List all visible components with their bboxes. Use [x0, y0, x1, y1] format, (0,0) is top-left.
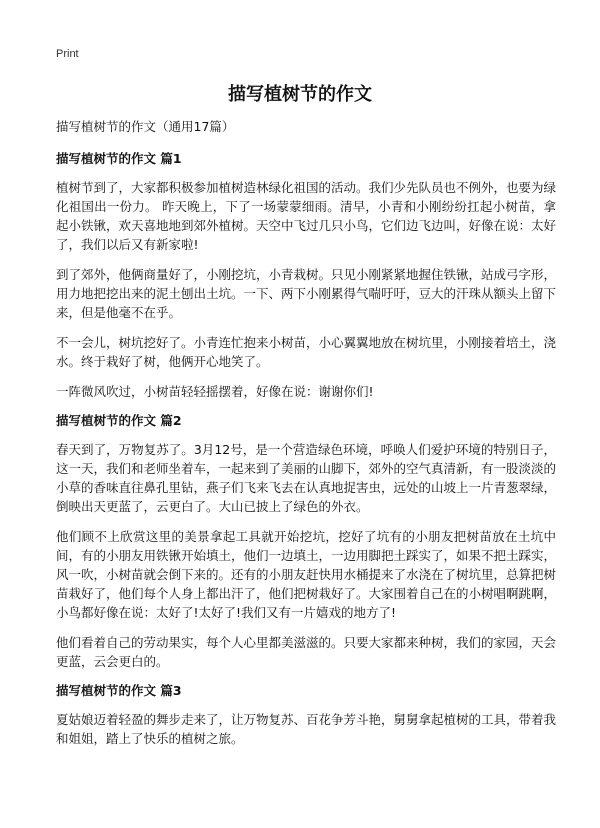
document-body — [56, 118, 556, 759]
essay-section-3 — [56, 682, 556, 748]
paragraph: 到了郊外，他俩商量好了，小刚挖坑，小青栽树。只见小刚紧紧地握住铁锹，站成弓字形，用力地把挖出来的泥土刨出土坑。一下、两下小刚累得气喘吁吁，豆大的汗珠从额头上留下来，但是他毫不在乎。 — [56, 267, 557, 320]
paragraph: 他们看着自己的劳动果实，每个人心里都美滋滋的。只要大家都来种树，我们的家园，天会更蓝，云会更白的。 — [56, 635, 557, 669]
section-heading: 描写植树节的作文 篇1 — [56, 151, 182, 166]
paragraph: 春天到了，万物复苏了。3月12号，是一个营造绿色环境，呼唤人们爱护环境的特别日子，这一天，我们和老师坐着车，一起来到了美丽的山脚下，郊外的空气真清新，有一股淡淡的小草的香味直往鼻孔里钻，燕子们飞来飞去在认真地捉害虫，远处的山坡上一片青葱翠绿，倒映出天更蓝了，云更白了。大山已披上了绿色的外衣。 — [56, 442, 557, 514]
section-heading: 描写植树节的作文 篇3 — [56, 683, 182, 698]
section-heading: 描写植树节的作文 篇2 — [56, 413, 182, 428]
paragraph: 植树节到了，大家都积极参加植树造林绿化祖国的活动。我们少先队员也不例外，也要为绿化祖国出一份力。 昨天晚上，下了一场蒙蒙细雨。清早，小青和小刚纷纷扛起小树苗，拿起小铁锹，欢天喜地地到郊外植树。天空中飞过几只小鸟，它们边飞边叫，好像在说：太好了，我们以后又有新家啦! — [56, 180, 557, 252]
paragraph: 夏姑娘迈着轻盈的舞步走来了，让万物复苏、百花争芳斗艳，舅舅拿起植树的工具，带着我和姐姐，踏上了快乐的植树之旅。 — [56, 712, 557, 746]
paragraph: 一阵微风吹过，小树苗轻轻摇摆着，好像在说：谢谢你们! — [56, 384, 374, 399]
document-title: 描写植树节的作文 — [228, 84, 372, 105]
essay-section-1 — [56, 150, 556, 401]
print-label: Print — [56, 48, 79, 60]
essay-section-2 — [56, 412, 556, 671]
paragraph: 不一会儿，树坑挖好了。小青连忙抱来小树苗，小心翼翼地放在树坑里，小刚接着培土，浇水。终于栽好了树，他俩开心地笑了。 — [56, 335, 557, 369]
document-subtitle: 描写植树节的作文（通用17篇） — [56, 119, 235, 134]
paragraph: 他们顾不上欣赏这里的美景拿起工具就开始挖坑，挖好了坑有的小朋友把树苗放在土坑中间，有的小朋友用铁锹开始填土，他们一边填土，一边用脚把土踩实了，如果不把土踩实，风一吹，小树苗就会倒下来的。还有的小朋友赶快用水桶提来了水浇在了树坑里，总算把树苗栽好了，他们每个人身上都出汗了，他们把树栽好了。大家围着自己在的小树唱啊跳啊，小鸟都好像在说：太好了!太好了!我们又有一片嬉戏的地方了! — [56, 529, 557, 620]
